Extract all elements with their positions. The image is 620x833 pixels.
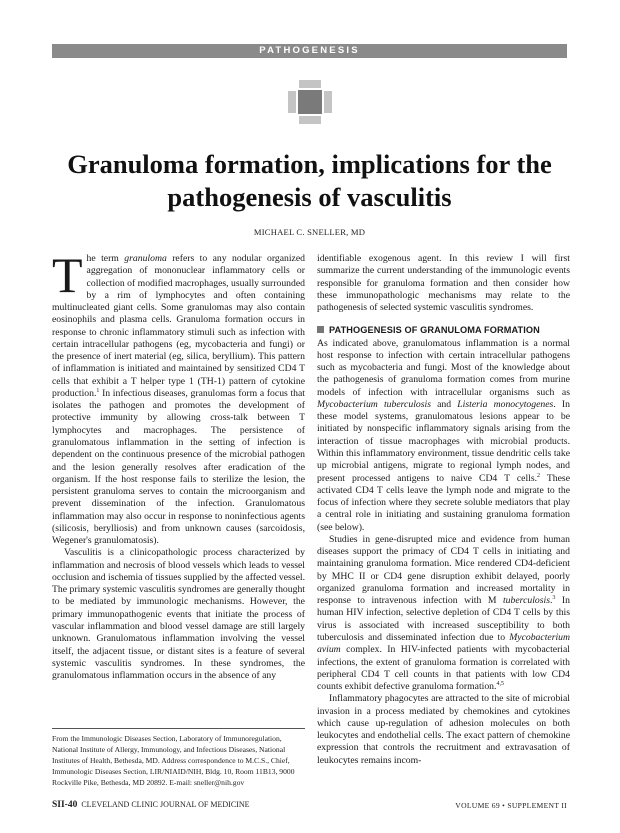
title-line-1: Granuloma formation, implications for the — [67, 149, 552, 179]
intro-paragraph — [52, 247, 305, 547]
author-line: MICHAEL C. SNELLER, MD — [253, 227, 366, 237]
affiliation-footnote: From the Immunologic Diseases Section, Laboratory of Immunoregulation, National Institute of Allergy, Immunology, and Infectious Diseases, National Institutes of Health, Bethesda, MD. Address correspondence to M.C.S., Chief, Immunologic Diseases Section, LIR/NIAID/NIH, Bldg. 10, Room 11B13, 9000 Rockville Pike, Bethesda, MD 20892. E-mail: sneller@nih.gov — [52, 734, 295, 788]
section-banner: PATHOGENESIS — [52, 44, 567, 58]
pathogenesis-paragraph-1 — [317, 338, 570, 534]
journal-name: CLEVELAND CLINIC JOURNAL OF MEDICINE — [81, 800, 250, 809]
text-run: In human HIV infection, selective depletion of CD4 T cells by this virus is associated with increased susceptibility to both tuberculosis and disseminated infection due to — [317, 595, 570, 643]
footnote-divider — [52, 728, 305, 729]
citation-ref: 4,5 — [496, 681, 504, 688]
section-heading-text: PATHOGENESIS OF GRANULOMA FORMATION — [329, 325, 540, 336]
citation-ref: 2 — [537, 472, 541, 479]
citation-ref: 1 — [96, 387, 100, 394]
text-run: In infectious diseases, granulomas form a focus that isolates the pathogen and promotes the development of protective immunity by allowing cross-talk between T lymphocytes and macrophages. The persistence of granulomatous inflammation in the setting of infection is dependent on the continuous presence of the microbial pathogen and the lesion generally resolves after eradication of the organism. If the host response fails to sterilize the lesion, the persistent granuloma serves to contain the microorganism and prevent dissemination of the infection. Granulomatous inflammation may also occur in response to noninfectious agents (silicosis, berylliosis) and from unknown causes (sarcoidosis, Wegener's granulomatosis). — [52, 387, 305, 547]
footer-left — [52, 800, 249, 810]
pathogenesis-paragraph-3: Inflammatory phagocytes are attracted to the site of microbial invasion in a process mediated by chemokines and cytokines which cause up-regulation of adhesion molecules on both leukocytes and endothelial cells. The exact pattern of chemokine expression that controls the recruitment and extravasation of leukocytes remains incom- — [317, 693, 570, 766]
drop-cap: T — [52, 247, 83, 303]
continuation-paragraph: identifiable exogenous agent. In this review I will first summarize the current understanding of the immunologic events responsible for granuloma formation and then consider how these immunopathologic mechanisms may relate to the pathogenesis of selected systemic vasculitis syndromes. — [317, 253, 570, 314]
text-run: he term — [86, 253, 125, 264]
text-run: . — [549, 595, 553, 607]
text-run-italic: Mycobacterium avium — [317, 631, 570, 656]
text-run: As indicated above, granulomatous inflammation is a normal host response to infection with certain intracellular pathogens such as mycobacteria and fungi. Most of the knowledge about the pathogenesis of granuloma formation comes from murine models of infection with intracellular organisms such as — [317, 337, 570, 398]
vasculitis-paragraph: Vasculitis is a clinicopathologic process characterized by inflammation and necrosis of blood vessels which leads to vessel occlusion and ischemia of tissues supplied by the affected vessel. The primary systemic vasculitis syndromes are generally thought to be mediated by immunologic mechanisms. However, the primary immunopathogenic events that initiate the process of vascular inflammation and blood vessel damage are still largely unknown. Granulomatous inflammation involving the vessel itself, the adjacent tissue, or distant sites is a feature of several systemic vasculitis syndromes. In these syndromes, the granulomatous inflammation occurs in the absence of any — [52, 547, 305, 682]
heading-square-icon — [317, 326, 324, 333]
text-run-italic: Mycobacterium tuberculosis — [317, 398, 431, 410]
text-run-italic: tuberculosis — [502, 595, 550, 607]
text-run: These activated CD4 T cells leave the lymph node and migrate to the focus of infection where they secrete soluble mediators that play a central role in initiating and sustaining granuloma formation (see below). — [317, 472, 570, 533]
journal-logo-icon — [288, 80, 332, 124]
text-run-italic: Listeria monocytogenes — [457, 398, 554, 410]
volume-info: VOLUME 69 • SUPPLEMENT II — [455, 801, 567, 810]
text-run: refers to any nodular organized aggregation of mononuclear inflammatory cells or collection of modified macrophages, usually surrounded by a rim of lymphocytes and often containing multinucleated giant cells. Some granulomas may also contain eosinophils and plasma cells. Granuloma formation occurs in response to chronic inflammatory stimuli such as infection with certain intracellular pathogens (eg, mycobacteria and fungi) or the presence of inert material (eg, silica, beryllium). This pattern of inflammation is initiated and maintained by sensitized CD4 T cells that exhibit a T helper type 1 (TH-1) pattern of cytokine production. — [52, 253, 305, 399]
page-number: SII-40 — [52, 800, 78, 810]
section-heading — [317, 324, 570, 336]
right-column — [317, 253, 570, 767]
title-line-2: pathogenesis of vasculitis — [167, 182, 452, 212]
citation-ref: 3 — [552, 595, 556, 602]
article-title — [52, 148, 567, 214]
left-column — [52, 247, 305, 682]
text-run: and — [430, 398, 458, 410]
pathogenesis-paragraph-2 — [317, 534, 570, 693]
text-run: complex. In HIV-infected patients with mycobacterial infections, the extent of granuloma formation is correlated with peripheral CD4 T cell counts in that patients with low CD4 counts exhibit defective granuloma formation. — [317, 644, 570, 693]
text-run: Studies in gene-disrupted mice and evidence from human diseases support the primacy of CD4 T cells in initiating and maintaining granuloma formation. Mice rendered CD4-deficient by MHC II or CD4 gene disruption exhibit delayed, poorly organized granuloma formation and increased mortality in response to intravenous infection with M — [317, 533, 570, 607]
text-run-italic: granuloma — [124, 253, 167, 264]
text-run: . In these model systems, granulomatous lesions appear to be initiated by nonspecific inflammatory signals arising from the interaction of tissue macrophages with microbial products. Within this inflammatory environment, tissue dendritic cells take up microbial antigens, migrate to regional lymph nodes, and present processed antigens to naive CD4 T cells. — [317, 398, 570, 484]
